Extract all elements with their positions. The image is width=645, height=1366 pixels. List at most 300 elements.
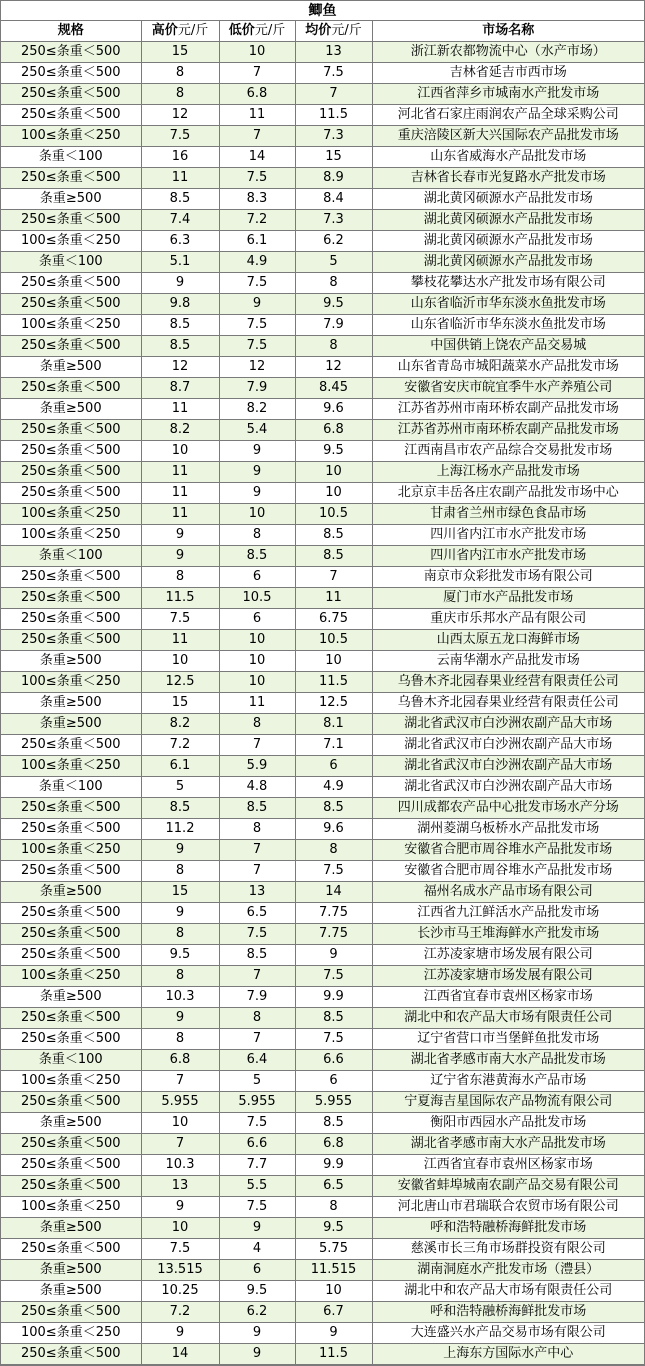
cell-market-name: 湖北黄冈硕源水产品批发市场: [372, 210, 644, 231]
cell-low-price: 6: [219, 609, 295, 630]
cell-low-price: 8.5: [219, 798, 295, 819]
header-low-price-label: 低价: [228, 23, 255, 38]
cell-high-price: 9: [141, 840, 219, 861]
cell-spec: 条重≥500: [1, 1260, 141, 1281]
cell-spec: 250≤条重＜500: [1, 945, 141, 966]
cell-market-name: 湖北省武汉市白沙洲农副产品大市场: [372, 756, 644, 777]
cell-avg-price: 7.1: [295, 735, 372, 756]
cell-market-name: 上海江杨水产品批发市场: [372, 462, 644, 483]
cell-avg-price: 8: [295, 1197, 372, 1218]
cell-high-price: 10.3: [141, 987, 219, 1008]
cell-low-price: 10: [219, 504, 295, 525]
cell-low-price: 7.9: [219, 987, 295, 1008]
header-high-price-label: 高价: [151, 23, 178, 38]
cell-low-price: 8: [219, 819, 295, 840]
cell-avg-price: 8.45: [295, 378, 372, 399]
cell-spec: 250≤条重＜500: [1, 1176, 141, 1197]
cell-low-price: 8.3: [219, 189, 295, 210]
cell-low-price: 7.5: [219, 1197, 295, 1218]
cell-high-price: 8: [141, 966, 219, 987]
cell-avg-price: 6.8: [295, 1134, 372, 1155]
cell-high-price: 16: [141, 147, 219, 168]
cell-market-name: 慈溪市长三角市场群投资有限公司: [372, 1239, 644, 1260]
table-row: [1, 336, 644, 357]
header-market-name-label: 市场名称: [482, 23, 535, 38]
cell-high-price: 10: [141, 1218, 219, 1239]
table-row: [1, 378, 644, 399]
table-row: [1, 1071, 644, 1092]
table-row: [1, 903, 644, 924]
table-row: [1, 63, 644, 84]
cell-high-price: 7.2: [141, 735, 219, 756]
cell-low-price: 7: [219, 735, 295, 756]
cell-market-name: 甘肃省兰州市绿色食品市场: [372, 504, 644, 525]
table-row: [1, 42, 644, 63]
cell-avg-price: 8.9: [295, 168, 372, 189]
cell-market-name: 湖北黄冈硕源水产品批发市场: [372, 189, 644, 210]
cell-spec: 250≤条重＜500: [1, 903, 141, 924]
cell-high-price: 10.25: [141, 1281, 219, 1302]
cell-high-price: 10: [141, 1113, 219, 1134]
cell-spec: 250≤条重＜500: [1, 588, 141, 609]
cell-market-name: 江西省九江鲜活水产品批发市场: [372, 903, 644, 924]
table-row: [1, 84, 644, 105]
cell-market-name: 乌鲁木齐北园春果业经营有限责任公司: [372, 693, 644, 714]
table-row: [1, 798, 644, 819]
cell-high-price: 15: [141, 693, 219, 714]
cell-avg-price: 9.5: [295, 1218, 372, 1239]
header-avg-price-unit: 元/斤: [331, 23, 362, 38]
cell-spec: 250≤条重＜500: [1, 1092, 141, 1113]
table-row: [1, 882, 644, 903]
cell-market-name: 湖北省孝感市南大水产品批发市场: [372, 1050, 644, 1071]
cell-spec: 250≤条重＜500: [1, 105, 141, 126]
cell-spec: 100≤条重＜250: [1, 1323, 141, 1344]
cell-avg-price: 6.6: [295, 1050, 372, 1071]
table-row: [1, 1134, 644, 1155]
cell-avg-price: 6: [295, 756, 372, 777]
cell-avg-price: 12.5: [295, 693, 372, 714]
table-row: [1, 1008, 644, 1029]
cell-low-price: 6.2: [219, 1302, 295, 1323]
cell-low-price: 8: [219, 1008, 295, 1029]
cell-market-name: 吉林省长春市光复路水产批发市场: [372, 168, 644, 189]
cell-low-price: 11: [219, 693, 295, 714]
cell-high-price: 8.5: [141, 798, 219, 819]
table-row: [1, 105, 644, 126]
table-row: [1, 357, 644, 378]
cell-low-price: 10: [219, 42, 295, 63]
cell-spec: 100≤条重＜250: [1, 126, 141, 147]
header-avg-price: [295, 21, 372, 42]
cell-market-name: 辽宁省营口市当堡鲜鱼批发市场: [372, 1029, 644, 1050]
cell-high-price: 15: [141, 42, 219, 63]
table-title: 鲫鱼: [1, 1, 644, 21]
cell-high-price: 7.4: [141, 210, 219, 231]
cell-avg-price: 7.75: [295, 924, 372, 945]
cell-spec: 条重＜100: [1, 1050, 141, 1071]
cell-market-name: 云南华潮水产品批发市场: [372, 651, 644, 672]
cell-low-price: 7: [219, 63, 295, 84]
table-row: [1, 609, 644, 630]
cell-market-name: 江苏省苏州市南环桥农副产品批发市场: [372, 399, 644, 420]
cell-spec: 条重≥500: [1, 651, 141, 672]
cell-market-name: 上海东方国际水产中心: [372, 1344, 644, 1365]
cell-high-price: 7.5: [141, 126, 219, 147]
cell-low-price: 6.1: [219, 231, 295, 252]
cell-high-price: 9: [141, 273, 219, 294]
cell-market-name: 呼和浩特融桥海鲜批发市场: [372, 1302, 644, 1323]
table-row: [1, 504, 644, 525]
cell-low-price: 7.5: [219, 168, 295, 189]
cell-avg-price: 11.5: [295, 105, 372, 126]
cell-high-price: 11.5: [141, 588, 219, 609]
cell-market-name: 湖北中和农产品大市场有限责任公司: [372, 1008, 644, 1029]
cell-spec: 250≤条重＜500: [1, 1302, 141, 1323]
cell-low-price: 10: [219, 672, 295, 693]
cell-low-price: 5.9: [219, 756, 295, 777]
cell-spec: 250≤条重＜500: [1, 1008, 141, 1029]
cell-high-price: 12.5: [141, 672, 219, 693]
cell-avg-price: 6: [295, 1071, 372, 1092]
cell-market-name: 四川省内江市水产批发市场: [372, 546, 644, 567]
cell-low-price: 7: [219, 1029, 295, 1050]
cell-spec: 条重＜100: [1, 252, 141, 273]
cell-market-name: 湖州菱湖乌板桥水产品批发市场: [372, 819, 644, 840]
table-row: [1, 273, 644, 294]
cell-avg-price: 10.5: [295, 504, 372, 525]
cell-avg-price: 8.5: [295, 525, 372, 546]
cell-market-name: 厦门市水产品批发市场: [372, 588, 644, 609]
cell-avg-price: 11.5: [295, 672, 372, 693]
cell-low-price: 8.5: [219, 546, 295, 567]
cell-spec: 条重≥500: [1, 693, 141, 714]
cell-low-price: 7.2: [219, 210, 295, 231]
table-row: [1, 819, 644, 840]
table-row: [1, 231, 644, 252]
cell-high-price: 9: [141, 1197, 219, 1218]
cell-low-price: 6.4: [219, 1050, 295, 1071]
cell-low-price: 9.5: [219, 1281, 295, 1302]
cell-high-price: 8: [141, 567, 219, 588]
header-row: [1, 21, 644, 42]
cell-high-price: 9: [141, 546, 219, 567]
table-row: [1, 1281, 644, 1302]
cell-avg-price: 8: [295, 336, 372, 357]
cell-low-price: 9: [219, 294, 295, 315]
cell-high-price: 5.1: [141, 252, 219, 273]
cell-avg-price: 7.5: [295, 861, 372, 882]
table-row: [1, 1260, 644, 1281]
table-row: [1, 1176, 644, 1197]
table-row: [1, 672, 644, 693]
cell-avg-price: 8: [295, 840, 372, 861]
cell-avg-price: 9: [295, 1323, 372, 1344]
cell-spec: 250≤条重＜500: [1, 336, 141, 357]
cell-avg-price: 8.5: [295, 1008, 372, 1029]
cell-market-name: 河北省石家庄雨润农产品全球采购公司: [372, 105, 644, 126]
cell-avg-price: 11: [295, 588, 372, 609]
cell-avg-price: 9.9: [295, 987, 372, 1008]
cell-low-price: 9: [219, 483, 295, 504]
table-row: [1, 483, 644, 504]
table-row: [1, 714, 644, 735]
cell-market-name: 安徽省安庆市皖宜季牛水产养殖公司: [372, 378, 644, 399]
cell-avg-price: 8.5: [295, 1113, 372, 1134]
cell-avg-price: 6.7: [295, 1302, 372, 1323]
cell-spec: 250≤条重＜500: [1, 798, 141, 819]
cell-high-price: 10.3: [141, 1155, 219, 1176]
cell-market-name: 江西省宜春市袁州区杨家市场: [372, 987, 644, 1008]
cell-high-price: 9: [141, 1323, 219, 1344]
cell-spec: 250≤条重＜500: [1, 441, 141, 462]
cell-low-price: 9: [219, 462, 295, 483]
table-row: [1, 966, 644, 987]
cell-avg-price: 7: [295, 84, 372, 105]
cell-market-name: 北京京丰岳各庄农副产品批发市场中心: [372, 483, 644, 504]
cell-avg-price: 8.1: [295, 714, 372, 735]
table-row: [1, 630, 644, 651]
cell-low-price: 8: [219, 525, 295, 546]
cell-high-price: 8.7: [141, 378, 219, 399]
table-row: [1, 1050, 644, 1071]
cell-avg-price: 10: [295, 651, 372, 672]
table-row: [1, 462, 644, 483]
cell-low-price: 7.5: [219, 273, 295, 294]
table-row: [1, 756, 644, 777]
cell-high-price: 8: [141, 84, 219, 105]
cell-low-price: 9: [219, 1218, 295, 1239]
cell-high-price: 11: [141, 504, 219, 525]
cell-low-price: 4: [219, 1239, 295, 1260]
cell-low-price: 13: [219, 882, 295, 903]
cell-avg-price: 9.5: [295, 441, 372, 462]
cell-low-price: 8.5: [219, 945, 295, 966]
cell-spec: 条重≥500: [1, 1281, 141, 1302]
cell-low-price: 6: [219, 567, 295, 588]
table-row: [1, 1302, 644, 1323]
table-row: [1, 168, 644, 189]
header-high-price: [141, 21, 219, 42]
cell-spec: 100≤条重＜250: [1, 756, 141, 777]
cell-high-price: 9: [141, 903, 219, 924]
cell-high-price: 8.5: [141, 336, 219, 357]
cell-avg-price: 6.75: [295, 609, 372, 630]
cell-market-name: 湖北黄冈硕源水产品批发市场: [372, 231, 644, 252]
cell-spec: 条重≥500: [1, 357, 141, 378]
cell-spec: 条重＜100: [1, 546, 141, 567]
cell-spec: 100≤条重＜250: [1, 966, 141, 987]
table-row: [1, 399, 644, 420]
cell-market-name: 山东省青岛市城阳蔬菜水产品批发市场: [372, 357, 644, 378]
cell-market-name: 江西省萍乡市城南水产批发市场: [372, 84, 644, 105]
cell-market-name: 安徽省合肥市周谷堆水产品批发市场: [372, 840, 644, 861]
cell-market-name: 安徽省合肥市周谷堆水产品批发市场: [372, 861, 644, 882]
cell-high-price: 9.5: [141, 945, 219, 966]
cell-spec: 100≤条重＜250: [1, 1071, 141, 1092]
cell-avg-price: 8.5: [295, 546, 372, 567]
cell-high-price: 6.8: [141, 1050, 219, 1071]
cell-high-price: 11: [141, 399, 219, 420]
cell-low-price: 5.4: [219, 420, 295, 441]
cell-low-price: 10.5: [219, 588, 295, 609]
table-row: [1, 546, 644, 567]
cell-low-price: 8: [219, 714, 295, 735]
cell-spec: 条重≥500: [1, 987, 141, 1008]
table-row: [1, 777, 644, 798]
header-low-price: [219, 21, 295, 42]
cell-avg-price: 8: [295, 273, 372, 294]
cell-high-price: 9.8: [141, 294, 219, 315]
cell-market-name: 山东省临沂市华东淡水鱼批发市场: [372, 294, 644, 315]
cell-high-price: 8: [141, 1029, 219, 1050]
cell-market-name: 宁夏海吉星国际农产品物流有限公司: [372, 1092, 644, 1113]
cell-spec: 100≤条重＜250: [1, 315, 141, 336]
cell-market-name: 浙江新农都物流中心（水产市场）: [372, 42, 644, 63]
cell-market-name: 中国供销上饶农产品交易城: [372, 336, 644, 357]
cell-spec: 250≤条重＜500: [1, 483, 141, 504]
cell-spec: 250≤条重＜500: [1, 609, 141, 630]
table-row: [1, 861, 644, 882]
cell-low-price: 12: [219, 357, 295, 378]
table-row: [1, 1218, 644, 1239]
cell-high-price: 13.515: [141, 1260, 219, 1281]
cell-avg-price: 9.6: [295, 399, 372, 420]
cell-avg-price: 7.75: [295, 903, 372, 924]
cell-spec: 100≤条重＜250: [1, 504, 141, 525]
cell-avg-price: 8.4: [295, 189, 372, 210]
cell-avg-price: 7.3: [295, 210, 372, 231]
cell-spec: 250≤条重＜500: [1, 735, 141, 756]
cell-low-price: 9: [219, 441, 295, 462]
cell-avg-price: 10: [295, 483, 372, 504]
cell-low-price: 5.955: [219, 1092, 295, 1113]
cell-spec: 100≤条重＜250: [1, 231, 141, 252]
cell-market-name: 衡阳市西园水产品批发市场: [372, 1113, 644, 1134]
cell-spec: 条重＜100: [1, 777, 141, 798]
cell-spec: 250≤条重＜500: [1, 861, 141, 882]
cell-high-price: 11: [141, 630, 219, 651]
cell-spec: 250≤条重＜500: [1, 1029, 141, 1050]
table-row: [1, 987, 644, 1008]
cell-low-price: 10: [219, 630, 295, 651]
header-market-name: [372, 21, 644, 42]
cell-spec: 条重≥500: [1, 1218, 141, 1239]
cell-low-price: 8.2: [219, 399, 295, 420]
header-spec: [1, 21, 141, 42]
cell-market-name: 湖北省武汉市白沙洲农副产品大市场: [372, 735, 644, 756]
table-row: [1, 945, 644, 966]
cell-spec: 250≤条重＜500: [1, 819, 141, 840]
cell-low-price: 5.5: [219, 1176, 295, 1197]
cell-low-price: 6: [219, 1260, 295, 1281]
cell-avg-price: 9.5: [295, 294, 372, 315]
cell-spec: 条重＜100: [1, 147, 141, 168]
cell-spec: 250≤条重＜500: [1, 63, 141, 84]
cell-avg-price: 15: [295, 147, 372, 168]
table-row: [1, 441, 644, 462]
cell-avg-price: 7.3: [295, 126, 372, 147]
cell-spec: 250≤条重＜500: [1, 567, 141, 588]
cell-spec: 250≤条重＜500: [1, 1344, 141, 1365]
cell-market-name: 湖南洞庭水产批发市场（澧县）: [372, 1260, 644, 1281]
cell-avg-price: 9.9: [295, 1155, 372, 1176]
cell-high-price: 8: [141, 861, 219, 882]
cell-high-price: 7: [141, 1134, 219, 1155]
cell-spec: 250≤条重＜500: [1, 630, 141, 651]
cell-avg-price: 9.6: [295, 819, 372, 840]
cell-market-name: 江苏凌家塘市场发展有限公司: [372, 945, 644, 966]
cell-spec: 250≤条重＜500: [1, 462, 141, 483]
cell-high-price: 8.2: [141, 420, 219, 441]
cell-market-name: 攀枝花攀达水产批发市场有限公司: [372, 273, 644, 294]
cell-spec: 250≤条重＜500: [1, 294, 141, 315]
cell-market-name: 山西太原五龙口海鲜市场: [372, 630, 644, 651]
table-row: [1, 147, 644, 168]
cell-avg-price: 6.8: [295, 420, 372, 441]
table-body: [1, 42, 644, 1365]
cell-avg-price: 10: [295, 1281, 372, 1302]
cell-avg-price: 6.5: [295, 1176, 372, 1197]
table-row: [1, 252, 644, 273]
cell-market-name: 湖北省孝感市南大水产品批发市场: [372, 1134, 644, 1155]
table-row: [1, 1323, 644, 1344]
table-row: [1, 1092, 644, 1113]
table-row: [1, 840, 644, 861]
cell-avg-price: 6.2: [295, 231, 372, 252]
cell-low-price: 6.6: [219, 1134, 295, 1155]
cell-high-price: 11: [141, 168, 219, 189]
cell-avg-price: 5: [295, 252, 372, 273]
cell-market-name: 辽宁省东港黄海水产品市场: [372, 1071, 644, 1092]
table-row: [1, 1344, 644, 1365]
cell-avg-price: 14: [295, 882, 372, 903]
table-row: [1, 210, 644, 231]
cell-high-price: 7: [141, 1071, 219, 1092]
cell-avg-price: 5.955: [295, 1092, 372, 1113]
cell-market-name: 南京市众彩批发市场有限公司: [372, 567, 644, 588]
cell-low-price: 4.8: [219, 777, 295, 798]
cell-low-price: 7: [219, 966, 295, 987]
cell-avg-price: 13: [295, 42, 372, 63]
cell-high-price: 8: [141, 924, 219, 945]
cell-market-name: 江西省宜春市袁州区杨家市场: [372, 1155, 644, 1176]
cell-spec: 250≤条重＜500: [1, 378, 141, 399]
cell-avg-price: 10.5: [295, 630, 372, 651]
cell-avg-price: 11.515: [295, 1260, 372, 1281]
table-row: [1, 693, 644, 714]
cell-high-price: 11.2: [141, 819, 219, 840]
table-row: [1, 1239, 644, 1260]
cell-spec: 100≤条重＜250: [1, 840, 141, 861]
cell-high-price: 11: [141, 462, 219, 483]
cell-low-price: 7.5: [219, 336, 295, 357]
cell-low-price: 9: [219, 1323, 295, 1344]
cell-market-name: 重庆涪陵区新大兴国际农产品批发市场: [372, 126, 644, 147]
cell-high-price: 10: [141, 651, 219, 672]
cell-avg-price: 4.9: [295, 777, 372, 798]
cell-avg-price: 5.75: [295, 1239, 372, 1260]
cell-low-price: 7.7: [219, 1155, 295, 1176]
cell-high-price: 7.5: [141, 1239, 219, 1260]
cell-market-name: 河北唐山市君瑞联合农贸市场有限公司: [372, 1197, 644, 1218]
cell-low-price: 9: [219, 1344, 295, 1365]
cell-market-name: 四川省内江市水产批发市场: [372, 525, 644, 546]
table-row: [1, 1029, 644, 1050]
cell-high-price: 7.2: [141, 1302, 219, 1323]
cell-high-price: 8.5: [141, 189, 219, 210]
cell-high-price: 14: [141, 1344, 219, 1365]
